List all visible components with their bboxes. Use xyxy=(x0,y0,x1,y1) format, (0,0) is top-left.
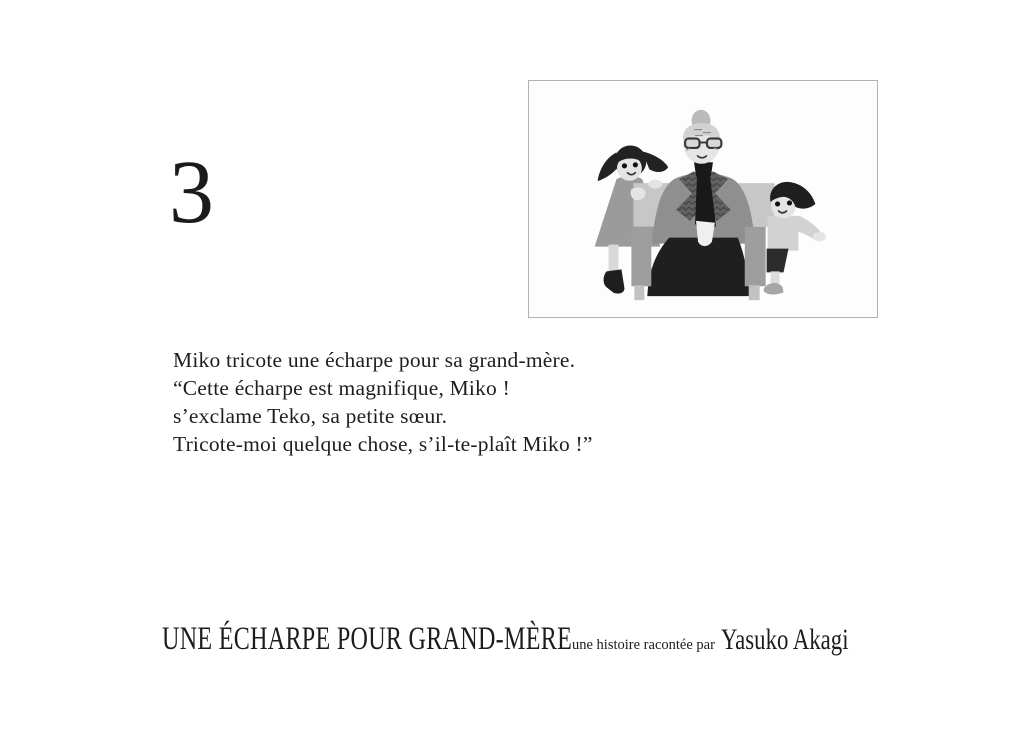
story-line: “Cette écharpe est magnifique, Miko ! xyxy=(173,376,510,400)
story-line: Tricote-moi quelque chose, s’il-te-plaît Miko !” xyxy=(173,432,593,456)
author-name: Yasuko Akagi xyxy=(720,623,849,656)
grandmother xyxy=(647,110,754,296)
story-text xyxy=(173,346,593,458)
page-number: 3 xyxy=(169,143,214,242)
book-title: UNE ÉCHARPE POUR GRAND-MÈRE xyxy=(162,621,573,657)
story-line: Miko tricote une écharpe pour sa grand-mère. xyxy=(173,348,576,372)
byline: une histoire racontée par xyxy=(572,637,715,653)
footer-title-line xyxy=(162,621,854,658)
illustration-frame xyxy=(528,80,878,318)
child-teko xyxy=(764,182,826,295)
story-line: s’exclame Teko, sa petite sœur. xyxy=(173,404,448,428)
story-illustration xyxy=(529,81,877,317)
